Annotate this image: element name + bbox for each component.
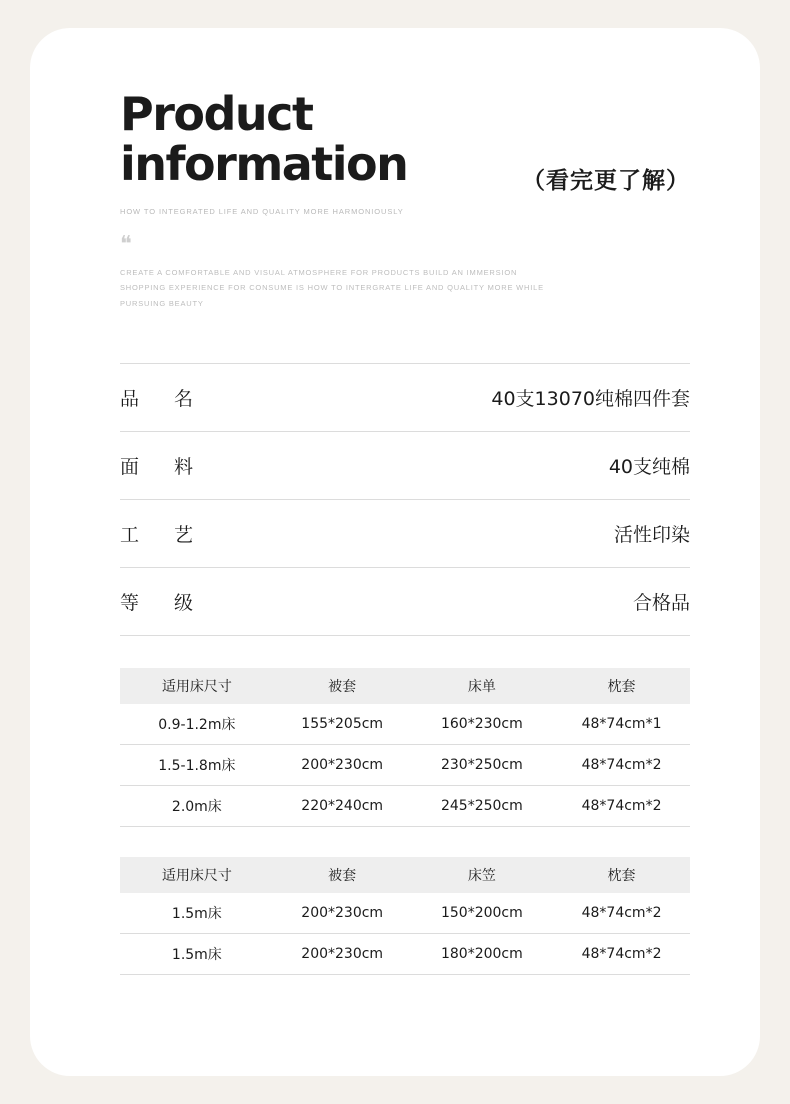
table-cell: 200*230cm	[274, 933, 411, 974]
table-row	[120, 744, 690, 785]
spec-value: 40支13070纯棉四件套	[491, 387, 690, 410]
table-cell: 48*74cm*1	[553, 704, 690, 745]
table-row	[120, 933, 690, 974]
table-header-row	[120, 668, 690, 704]
spec-label: 等 级	[120, 591, 202, 614]
column-header: 适用床尺寸	[120, 857, 274, 893]
table-cell: 220*240cm	[274, 785, 411, 826]
spec-label: 品 名	[120, 387, 202, 410]
column-header: 被套	[274, 668, 411, 704]
size-table-quilt-fitted	[120, 857, 690, 975]
spec-row	[120, 363, 690, 432]
table-cell: 155*205cm	[274, 704, 411, 745]
table-cell: 245*250cm	[411, 785, 554, 826]
spec-row	[120, 432, 690, 500]
table-cell: 160*230cm	[411, 704, 554, 745]
product-info-card	[30, 28, 760, 1076]
table-row	[120, 785, 690, 826]
spec-label: 面 料	[120, 455, 202, 478]
table-header-row	[120, 857, 690, 893]
spec-value: 活性印染	[613, 523, 690, 546]
subtitle-english: HOW TO INTEGRATED LIFE AND QUALITY MORE HARMONIOUSLY	[120, 206, 404, 216]
size-table-quilt-sheet	[120, 668, 690, 827]
column-header: 枕套	[553, 857, 690, 893]
table-cell: 48*74cm*2	[553, 933, 690, 974]
table-cell: 200*230cm	[274, 893, 411, 934]
header-block	[120, 87, 690, 311]
column-header: 床单	[411, 668, 554, 704]
quote-mark-icon: ❝	[120, 231, 133, 257]
table-cell: 1.5m床	[120, 933, 274, 974]
table-cell: 150*200cm	[411, 893, 554, 934]
column-header: 枕套	[553, 668, 690, 704]
spec-list	[120, 363, 690, 636]
page-title-line-1: Product	[120, 87, 313, 141]
table-row	[120, 893, 690, 934]
page-title-chinese: （看完更了解）	[522, 168, 690, 194]
table-cell: 200*230cm	[274, 744, 411, 785]
table-row	[120, 704, 690, 745]
table-cell: 2.0m床	[120, 785, 274, 826]
table-cell: 1.5-1.8m床	[120, 744, 274, 785]
spec-label: 工 艺	[120, 523, 202, 546]
spec-row	[120, 568, 690, 636]
quote-text: CREATE A COMFORTABLE AND VISUAL ATMOSPHERE FOR PRODUCTS BUILD AN IMMERSION SHOPPING EXPERIENCE FOR CONSUME IS HOW TO INTERGRATE LIFE AND QUALITY MORE WHILE PURSUING BEAUTY	[120, 267, 544, 308]
table-cell: 48*74cm*2	[553, 744, 690, 785]
card-content	[120, 87, 690, 975]
spec-row	[120, 500, 690, 568]
table-cell: 1.5m床	[120, 893, 274, 934]
table-cell: 48*74cm*2	[553, 785, 690, 826]
column-header: 适用床尺寸	[120, 668, 274, 704]
table-cell: 48*74cm*2	[553, 893, 690, 934]
column-header: 床笠	[411, 857, 554, 893]
spec-value: 合格品	[632, 591, 690, 614]
table-cell: 0.9-1.2m床	[120, 704, 274, 745]
page-title-line-2: information	[120, 137, 408, 192]
table-cell: 230*250cm	[411, 744, 554, 785]
column-header: 被套	[274, 857, 411, 893]
spec-value: 40支纯棉	[608, 455, 690, 478]
table-cell: 180*200cm	[411, 933, 554, 974]
